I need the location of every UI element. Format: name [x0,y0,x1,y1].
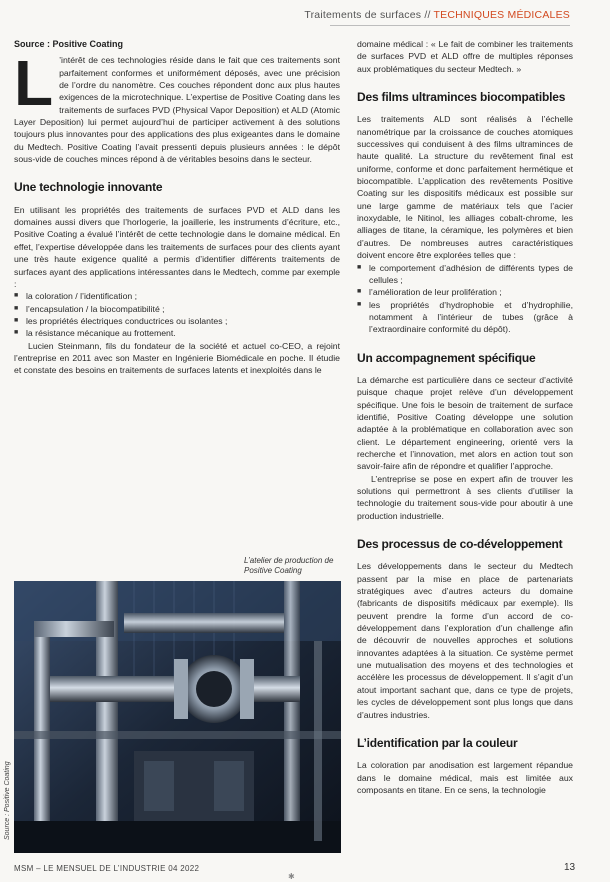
running-header [304,9,570,21]
header-separator: // [424,9,431,21]
page-number: 13 [564,862,576,873]
list-item: ■ la résistance mécanique au frottement. [14,327,340,339]
header-title: Traitements de surfaces [304,9,422,21]
right-column [357,38,573,796]
photo-caption: L’atelier de production de Positive Coating [244,556,334,575]
list-item: ■ la coloration / l’identification ; [14,290,340,302]
intro-text: ’intérêt de ces technologies réside dans le fait que ces traitements sont parfaitement conformes et uniformément déposés, avec une précision de l’ordre du nanomètre. Ces couches répondent donc aux plus hautes exigences de la microtechnique. L’expertise de Positive Coating dans les traitements de surfaces PVD (Physical Vapor Deposition) et ALD (Atomic Layer Deposition) lui permet aujourd’hui de participer activement à des solutions toujours plus innovantes pour des applications des plus exigeantes dans le domaine du Medtech. Positive Coating l’avait pressenti depuis plusieurs années : le dépôt sous-vide de couches minces répond à de véritables besoins dans le secteur. [14,55,340,165]
left-column [14,38,340,377]
heading-accompagnement: Un accompagnement spécifique [357,350,536,365]
heading-films-ultraminces: Des films ultraminces biocompatibles [357,90,566,105]
accompagnement-paragraph-1: La démarche est particulière dans ce secteur d’activité puisque chaque projet relève d’un développement spécifique. Une fois le besoin de traitement de surface identifié, Positive Coating développe une solution adaptée à la problématique en collaboration avec son client. Le département engineering, orienté vers la recherche et l’innovation, met alors en action tout son savoir-faire afin de répondre et qualifier l’approche. [357,374,573,472]
accompagnement-paragraph-2: L’entreprise se pose en expert afin de trouver les solutions qui permettront à ses clients d’utiliser la technologie du traitement sous-vide pour aboutir à une production industrielle. [357,473,573,521]
list-item: ■ les propriétés d’hydrophobie et d’hydrophilie, notamment à l’intérieur de tubes (grâce à l’extraordinaire conformité du dépôt). [357,299,573,336]
films-paragraph: Les traitements ALD sont réalisés à l’échelle nanométrique par la croissance de couches atomiques successives qui conduisent à des films ultraminces de haute qualité. La structure du revêtement final est uniforme, conforme et donc parfaitement hermétique et biocompatible. L’application des revêtements Positive Coating sur les dispositifs médicaux est possible sur une large gamme de matériaux tels que l’acier inoxydable, le Nitinol, les alliages cobalt-chrome, les alliages de titane, la céramique, les polymères et bien d’autres. De nombreuses autres caractéristiques doivent encore être explorées telles que : [357,114,573,261]
list-item: ■ le comportement d’adhésion de différents types de cellules ; [357,262,573,287]
registration-mark-icon: ✱ [288,872,295,881]
footer-publication: MSM – LE MENSUEL DE L’INDUSTRIE 04 2022 [14,864,200,873]
continued-paragraph: domaine médical : « Le fait de combiner les traitements de surfaces PVD et ALD offre de multiples réponses aux problématiques du secteur Medtech. » [357,39,573,74]
drop-cap: L [14,47,54,120]
list-item: ■ les propriétés électriques conductrices ou isolantes ; [14,315,340,327]
list-item: ■ l’amélioration de leur prolifération ; [357,286,573,298]
workshop-illustration [14,581,341,853]
co-developpement-paragraph: Les développements dans le secteur du Medtech passent par la mise en place de partenariats stratégiques avec d’autres acteurs du domaine (fabricants de dispositifs médicaux par exemple). Ils peuvent prendre la forme d’un accord de co-développement dans l’exploration d’un challenge afin de découvrir de nouvelles approches et solutions innovantes adaptées à la situation. Ce système permet une mutualisation des moyens et des technologies et accélère les processus de développement. Il s’agit d’un atout important sachant que, dans ce type de projets, les cycles de développement sont plus longs que dans d’autres industries. [357,561,573,720]
innovante-paragraph: En utilisant les propriétés des traitements de surfaces PVD et ALD dans les domaines aussi divers que l’horlogerie, la joaillerie, les instruments d’écriture, etc., Positive Coating a évalué l’intérêt de cette technologie dans le domaine médical. En effet, l’expertise développée dans les traitements de surfaces pour des clients ayant une très haute exigence qualité a permis d’identifier différents traitements de surfaces ayant des applications intéressantes dans le Medtech, comme par exemple : [14,204,340,289]
heading-technologie-innovante: Une technologie innovante [14,180,163,195]
header-rule [330,25,570,26]
characteristics-list [357,262,573,336]
header-section: TECHNIQUES MÉDICALES [433,9,570,21]
couleur-paragraph: La coloration par anodisation est largement répandue dans le domaine médical, mais est limitée aux composants en titane. En ce sens, la technologie [357,760,573,795]
heading-co-developpement: Des processus de co-développement [357,537,563,552]
production-workshop-photo [14,581,341,853]
applications-list [14,290,340,339]
source-credit: Source : Positive Coating [14,39,124,49]
intro-paragraph [14,47,340,165]
list-item: ■ l’encapsulation / la biocompatibilité ; [14,303,340,315]
steinmann-paragraph: Lucien Steinmann, fils du fondateur de la société et actuel co-CEO, a rejoint l’entreprise en 2011 avec son Master en Ingénierie Biomédicale en poche. Il étudie et constate des besoins en traitements de surfaces latents et inexploités dans le [14,340,340,376]
photo-source-credit: Source : Positive Coating [4,761,11,840]
heading-identification-couleur: L’identification par la couleur [357,735,518,750]
